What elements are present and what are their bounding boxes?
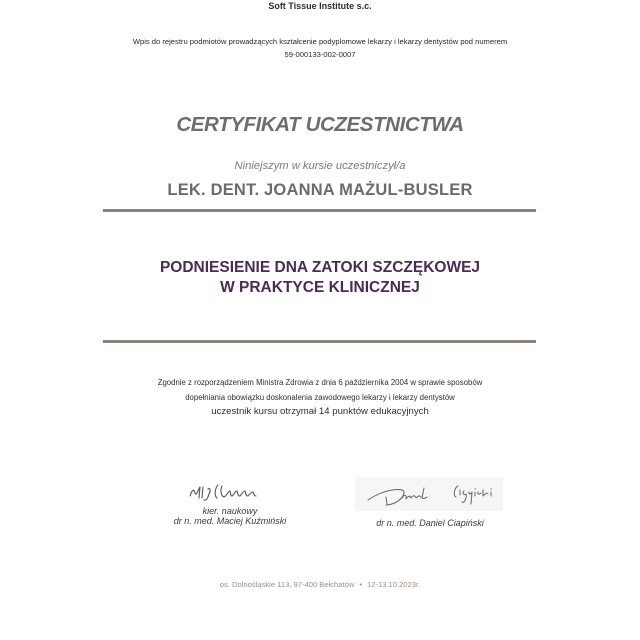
registry-line: Wpis do rejestru podmiotów prowadzących kształcenie podyplomowe lekarzy i lekarzy dentystów pod numerem [132, 37, 508, 46]
signature-left [130, 478, 330, 504]
signatory-name: dr n. med. Daniel Ciapiński [376, 518, 484, 528]
regulation-line-2: dopełniania obowiązku doskonalenia zawodowego lekarzy i lekarzy dentystów [185, 392, 455, 402]
divider-bottom [103, 340, 536, 343]
handwritten-signature-icon [350, 478, 510, 512]
course-title-line-1: PODNIESIENIE DNA ZATOKI SZCZĘKOWEJ [159, 259, 481, 276]
regulation-line-1: Zgodnie z rozporządzeniem Ministra Zdrowia z dnia 6 października 2004 w sprawie sposobów [157, 378, 483, 387]
registry-info [0, 35, 640, 61]
footer [0, 580, 640, 590]
signature-right [340, 478, 520, 512]
certificate-title: CERTYFIKAT UCZESTNICTWA [176, 113, 464, 136]
signature-role: kier. naukowy [202, 506, 258, 516]
handwritten-signature-icon [170, 478, 290, 504]
participation-intro: Niniejszym w kursie uczestniczył/a [234, 160, 406, 172]
signatory-name: dr n. med. Maciej Kuźmiński [173, 516, 287, 526]
course-title [0, 258, 640, 298]
footer-dates: 12-13.10.2023r. [367, 580, 421, 589]
course-title-line-2: W PRAKTYCE KLINICZNEJ [220, 279, 420, 296]
recipient-name: LEK. DENT. JOANNA MAŻUL-BUSLER [167, 181, 473, 199]
footer-separator: • [359, 580, 362, 589]
education-points: uczestnik kursu otrzymał 14 punktów edukacyjnych [211, 406, 429, 417]
divider-top [103, 209, 536, 212]
institute-name: Soft Tissue Institute s.c. [268, 1, 372, 11]
regulation-text [0, 376, 640, 405]
footer-address: os. Dolnośląskie 113, 97-400 Bełchatów [219, 580, 355, 589]
registry-number: 59-000133-002-0007 [284, 50, 356, 59]
